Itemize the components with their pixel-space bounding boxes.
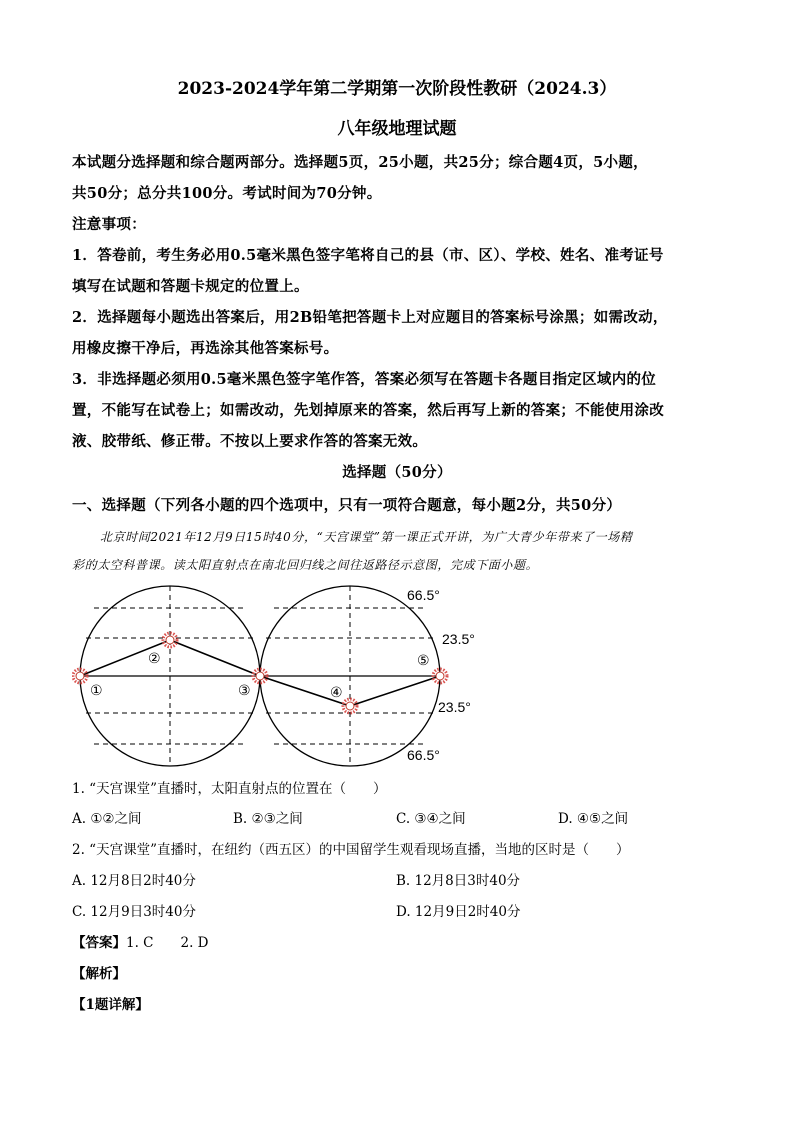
question-2-option-b: B. 12月8日3时40分 [396, 873, 521, 889]
question-1-option-b: B. ②③之间 [233, 811, 303, 827]
question-1-option-a: A. ①②之间 [72, 811, 142, 827]
answer-label: 【答案】 [72, 935, 126, 951]
question-1-stem: 1. “天宫课堂”直播时，太阳直射点的位置在（ ） [72, 781, 387, 797]
exam-title: 2023-2024学年第二学期第一次阶段性教研（2024.3） [177, 79, 617, 99]
notes-heading: 注意事项： [72, 216, 146, 233]
note-2-line-1: 2．选择题每小题选出答案后，用2B铅笔把答题卡上对应题目的答案标号涂黑；如需改动， [72, 309, 668, 326]
point-label-5: ⑤ [417, 653, 430, 669]
label-23-south: 23.5° [438, 699, 471, 715]
note-2-line-2: 用橡皮擦干净后，再选涂其他答案标号。 [72, 340, 339, 357]
sun-direct-point-path-diagram [72, 578, 492, 773]
note-1-line-1: 1．答卷前，考生务必用0.5毫米黑色签字笔将自己的县（市、区）、学校、姓名、准考证号 [72, 247, 664, 264]
label-66-south: 66.5° [407, 747, 440, 763]
sun-marker-4 [343, 699, 357, 713]
question-2-option-c: C. 12月9日3时40分 [72, 904, 196, 920]
point-label-1: ① [90, 683, 103, 699]
answer-text: 1. C 2. D [126, 935, 209, 951]
question-2-option-d: D. 12月9日2时40分 [396, 904, 521, 920]
question-2-option-a: A. 12月8日2时40分 [72, 873, 196, 889]
sun-markers [73, 633, 447, 713]
note-3-line-1: 3．非选择题必须用0.5毫米黑色签字笔作答，答案必须写在答题卡各题目指定区域内的位 [72, 371, 657, 388]
note-1-line-2: 填写在试题和答题卡规定的位置上。 [72, 278, 309, 295]
exam-subtitle: 八年级地理试题 [337, 119, 457, 139]
intro-line-2: 共50分；总分共100分。考试时间为70分钟。 [72, 185, 382, 202]
question-1-option-c: C. ③④之间 [396, 811, 466, 827]
analysis-label: 【解析】 [72, 966, 126, 982]
label-66-north: 66.5° [407, 587, 440, 603]
note-3-line-3: 液、胶带纸、修正带。不按以上要求作答的答案无效。 [72, 433, 428, 450]
passage-line-1: 北京时间2021年12月9日15时40分，“天宫课堂”第一课正式开讲，为广大青少年带来了一场精 [100, 530, 633, 544]
point-label-2: ② [148, 651, 161, 667]
point-label-4: ④ [330, 685, 343, 701]
part-one-heading: 一、选择题（下列各小题的四个选项中，只有一项符合题意，每小题2分，共50分） [72, 497, 622, 514]
intro-line-1: 本试题分选择题和综合题两部分。选择题5页，25小题，共25分；综合题4页，5小题， [72, 154, 648, 171]
label-23-north: 23.5° [442, 631, 475, 647]
detail-label: 【1题详解】 [72, 997, 149, 1013]
question-2-stem: 2. “天宫课堂”直播时，在纽约（西五区）的中国留学生观看现场直播，当地的区时是（ ） [72, 842, 630, 858]
answer-row [72, 931, 209, 951]
section-title: 选择题（50分） [342, 464, 452, 481]
point-label-3: ③ [238, 683, 251, 699]
passage-line-2: 彩的太空科普课。读太阳直射点在南北回归线之间往返路径示意图，完成下面小题。 [72, 558, 539, 572]
question-1-option-d: D. ④⑤之间 [558, 811, 629, 827]
note-3-line-2: 置，不能写在试卷上；如需改动，先划掉原来的答案，然后再写上新的答案；不能使用涂改 [72, 402, 664, 419]
